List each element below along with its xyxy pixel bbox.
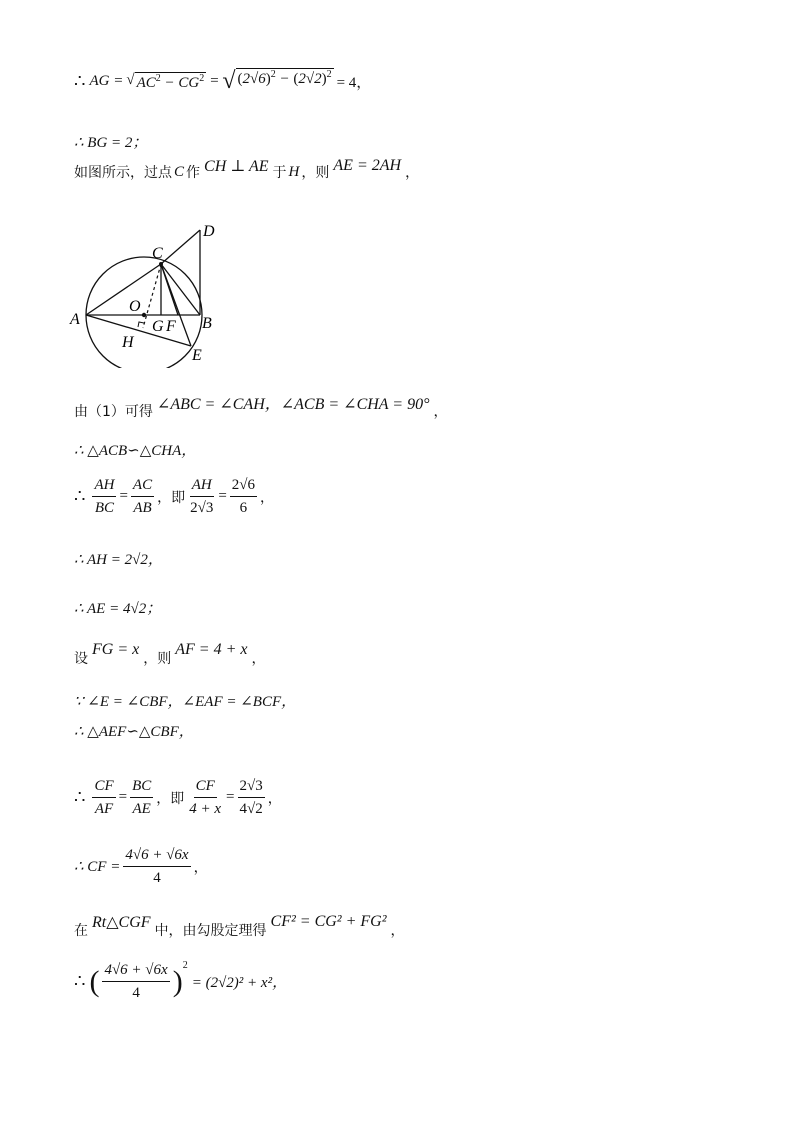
right-angle-mark [138, 322, 144, 327]
line-ratio-1: ∴ $\frac{AH}{BC}$ = $\frac{AC}{AB}$ ， 即 $\frac{AH}{2√3}$ = $\frac{2√6}{6}$ ， [74, 477, 275, 516]
fraction-cf-expr-squared: $\frac{4√6 + √6x}{4}$ [104, 962, 168, 1001]
label-a: A [70, 311, 80, 328]
segment-ac [86, 264, 161, 315]
point-c [159, 262, 163, 266]
geometry-figure [66, 218, 236, 368]
label-f: F [166, 318, 176, 335]
segment-cb [161, 264, 200, 315]
fraction-cf-expr: $\frac{4√6 + √6x}{4}$ [125, 847, 189, 886]
fraction-ah-bc: $\frac{AH}{BC}$ [94, 477, 115, 516]
line-pythagoras: 在 Rt△CGF 中，由勾股定理得 CF² = CG² + FG² ， [74, 913, 405, 939]
line-ch-perp: 如图所示，过点 C 作 CH ⊥ AE 于 H ，则 AE = 2AH ， [74, 157, 420, 181]
fraction-ah-2sqrt3: $\frac{AH}{2√3}$ [190, 477, 214, 516]
line-ratio-2: ∴ $\frac{CF}{AF}$ = $\frac{BC}{AE}$ ， 即 $\frac{CF}{4 + x}$ = $\frac{2√3}{4√2}$ ， [74, 778, 282, 817]
circle-o [86, 257, 202, 368]
line-let-fg: 设 FG = x ，则 AF = 4 + x ， [74, 641, 266, 667]
line-cf: ∴ CF = $\frac{4√6 + √6x}{4}$ ， [74, 847, 208, 886]
label-e: E [192, 347, 202, 364]
line-because-angles: ∵ ∠E = ∠CBF，∠EAF = ∠BCF， [74, 694, 297, 710]
fraction-bc-ae: $\frac{BC}{AE}$ [132, 778, 152, 817]
label-c: C [152, 245, 163, 262]
label-g: G [152, 318, 164, 335]
label-h: H [122, 334, 134, 351]
segment-cd [161, 230, 200, 264]
fraction-cf-4px: $\frac{CF}{4 + x}$ [189, 778, 222, 817]
label-d: D [203, 223, 215, 240]
fraction-2sqrt3-4sqrt2: $\frac{2√3}{4√2}$ [239, 778, 263, 817]
fraction-cf-af: $\frac{CF}{AF}$ [94, 778, 114, 817]
line-ag: ∴ AG = √ $AC^2 - CG^2$ = √ $(2√6)^2 - (2√2)^2$ = 4， [74, 68, 372, 94]
segment-cf [161, 264, 178, 315]
line-ah: ∴ AH = 2√2， [74, 552, 163, 568]
line-angles: 由（1）可得 ∠ABC = ∠CAH，∠ACB = ∠CHA = 90° ， [74, 396, 448, 420]
fraction-ac-ab: $\frac{AC}{AB}$ [132, 477, 153, 516]
line-bg: ∴ BG = 2； [74, 135, 148, 151]
label-b: B [202, 315, 212, 332]
fraction-2sqrt6-6: $\frac{2√6}{6}$ [231, 477, 256, 516]
label-o: O [129, 298, 141, 315]
line-equation: ∴ ( $\frac{4√6 + √6x}{4}$ ) 2 = (2√2)² + x²， [74, 960, 288, 1001]
line-similar-2: ∴ △AEF∽△CBF， [74, 724, 194, 740]
center-point-o [142, 313, 146, 317]
line-ae: ∴ AE = 4√2； [74, 601, 162, 617]
line-similar-1: ∴ △ACB∽△CHA， [74, 443, 197, 459]
